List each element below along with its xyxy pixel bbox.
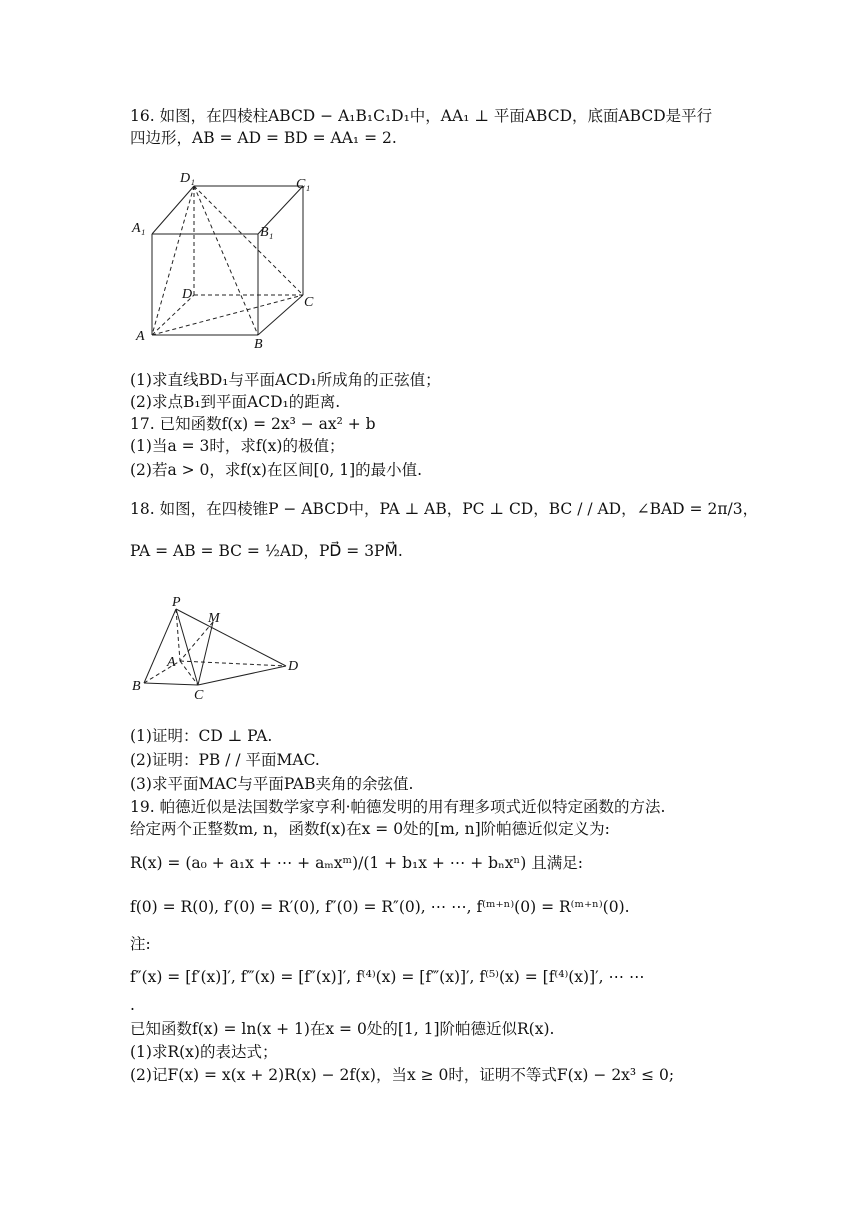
- q17-part2: (2)若a > 0，求f(x)在区间[0, 1]的最小值.: [130, 461, 423, 479]
- q19-dot: .: [130, 996, 135, 1014]
- q19-line7: 已知函数f(x) = ln(x + 1)在x = 0处的[1, 1]阶帕德近似R(x).: [130, 1020, 555, 1038]
- q17-line1: 17. 已知函数f(x) = 2x³ − ax² + b: [130, 415, 376, 433]
- edge-bc: [258, 295, 303, 335]
- q17-part1: (1)当a = 3时，求f(x)的极值；: [130, 437, 345, 455]
- q18-line1: 18. 如图，在四棱锥P − ABCD中，PA ⊥ AB，PC ⊥ CD，BC / / AD，∠BAD = 2π/3，: [130, 500, 759, 518]
- label-b1: B₁: [260, 225, 274, 240]
- edge-pd: [176, 609, 286, 666]
- label-c: C: [304, 295, 314, 310]
- q19-note: 注:: [130, 935, 151, 953]
- edge-bc: [144, 683, 198, 685]
- q16-line2: 四边形，AB = AD = BD = AA₁ = 2.: [130, 129, 397, 147]
- q18-line2: PA = AB = BC = ½AD，PD⃗ = 3PM⃗.: [130, 542, 403, 560]
- label-m: M: [208, 611, 220, 626]
- label-d1: D₁: [180, 171, 195, 186]
- label-d: D: [288, 659, 299, 674]
- edge-cd1: [194, 186, 303, 295]
- q18-part2: (2)证明：PB / / 平面MAC.: [130, 751, 320, 769]
- q19-part1: (1)求R(x)的表达式；: [130, 1043, 278, 1061]
- edge-mc: [198, 622, 213, 685]
- label-d: D: [182, 287, 193, 302]
- q16-line1: 16. 如图，在四棱柱ABCD − A₁B₁C₁D₁中，AA₁ ⊥ 平面ABCD，底面ABCD是平行: [130, 107, 713, 125]
- edge-ad1: [152, 186, 194, 335]
- q16-part1: (1)求直线BD₁与平面ACD₁所成角的正弦值；: [130, 371, 441, 389]
- q16-part2: (2)求点B₁到平面ACD₁的距离.: [130, 393, 341, 411]
- q19-derivative-notation: f″(x) = [f′(x)]′, f‴(x) = [f″(x)]′, f⁽⁴⁾(x) = [f‴(x)]′, f⁽⁵⁾(x) = [f⁽⁴⁾(x)]′, ⋯ ⋯: [130, 968, 645, 986]
- prism-figure: [128, 168, 328, 353]
- q19-part2: (2)记F(x) = x(x + 2)R(x) − 2f(x)，当x ≥ 0时，证明不等式F(x) − 2x³ ≤ 0;: [130, 1066, 675, 1084]
- label-a: A: [167, 655, 176, 670]
- q19-line1: 19. 帕德近似是法国数学家亨利·帕德发明的用有理多项式近似特定函数的方法.: [130, 798, 666, 816]
- q19-conditions: f(0) = R(0), f′(0) = R′(0), f″(0) = R″(0), ⋯ ⋯, f⁽ᵐ⁺ⁿ⁾(0) = R⁽ᵐ⁺ⁿ⁾(0).: [130, 898, 630, 916]
- edge-bd1: [194, 186, 258, 335]
- q18-part3: (3)求平面MAC与平面PAB夹角的余弦值.: [130, 775, 414, 793]
- label-c1: C₁: [296, 177, 311, 192]
- edge-cd: [198, 666, 286, 685]
- q19-line2: 给定两个正整数m, n，函数f(x)在x = 0处的[m, n]阶帕德近似定义为:: [130, 820, 610, 838]
- q19-pade-def: R(x) = (a₀ + a₁x + ⋯ + aₘxᵐ)/(1 + b₁x + ⋯ + bₙxⁿ) 且满足:: [130, 854, 583, 872]
- pyramid-figure: [128, 592, 308, 704]
- label-c: C: [194, 688, 204, 703]
- q18-part1: (1)证明：CD ⊥ PA.: [130, 727, 273, 745]
- edge-ac: [180, 661, 198, 685]
- label-a1: A₁: [132, 221, 146, 236]
- label-a: A: [136, 329, 145, 344]
- label-b: B: [132, 679, 141, 694]
- label-b: B: [254, 337, 263, 352]
- edge-ad: [180, 661, 286, 666]
- edge-pb: [144, 609, 176, 683]
- label-p: P: [172, 595, 181, 610]
